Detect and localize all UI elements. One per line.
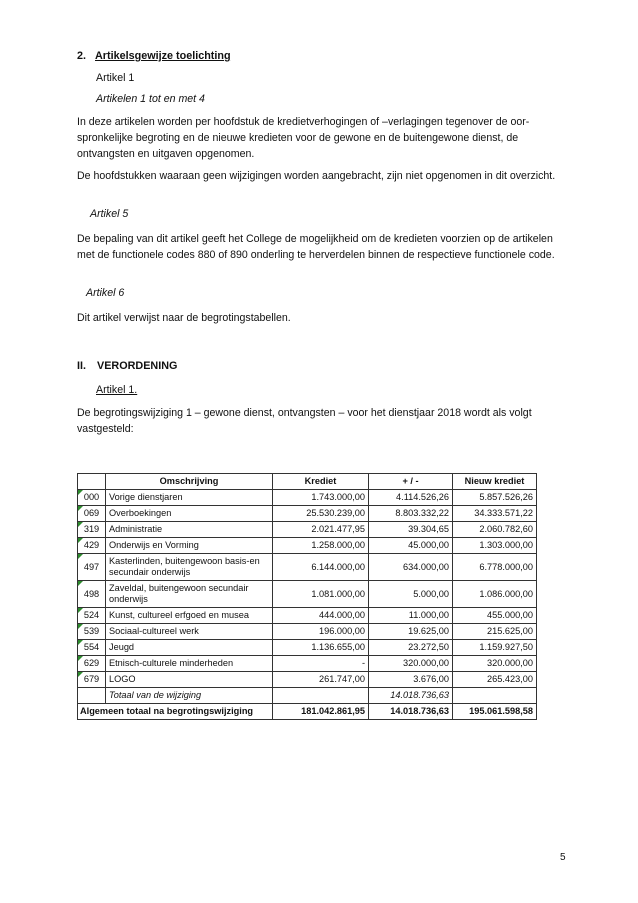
article-5-label: Artikel 5 <box>90 208 129 220</box>
page-number: 5 <box>560 852 566 863</box>
row-desc: Vorige dienstjaren <box>106 490 273 506</box>
subtotal-row <box>78 688 537 704</box>
row-code: 069 <box>78 506 106 522</box>
header-krediet: Krediet <box>273 474 369 490</box>
row-desc: LOGO <box>106 672 273 688</box>
row-delta: 320.000,00 <box>369 656 453 672</box>
row-delta: 19.625,00 <box>369 624 453 640</box>
subtotal-code <box>78 688 106 704</box>
row-desc: Overboekingen <box>106 506 273 522</box>
row-delta: 11.000,00 <box>369 608 453 624</box>
section-title: Artikelsgewijze toelichting <box>95 50 231 62</box>
row-code: 497 <box>78 554 106 581</box>
row-code: 429 <box>78 538 106 554</box>
table-row <box>78 672 537 688</box>
table-row <box>78 640 537 656</box>
row-delta: 5.000,00 <box>369 581 453 608</box>
row-krediet: 25.530.239,00 <box>273 506 369 522</box>
table-row <box>78 490 537 506</box>
row-code: 000 <box>78 490 106 506</box>
total-row <box>78 704 537 720</box>
article-1-label: Artikel 1 <box>96 72 135 84</box>
row-desc: Kasterlinden, buitengewoon basis-en secundair onderwijs <box>106 554 273 581</box>
header-nieuw-krediet: Nieuw krediet <box>453 474 537 490</box>
row-desc: Jeugd <box>106 640 273 656</box>
section-heading <box>77 50 231 62</box>
table-row <box>78 506 537 522</box>
header-code <box>78 474 106 490</box>
row-krediet: 6.144.000,00 <box>273 554 369 581</box>
row-nieuw: 265.423,00 <box>453 672 537 688</box>
row-delta: 23.272,50 <box>369 640 453 656</box>
subtotal-nieuw <box>453 688 537 704</box>
row-delta: 45.000,00 <box>369 538 453 554</box>
row-code: 524 <box>78 608 106 624</box>
table-row <box>78 656 537 672</box>
row-desc: Onderwijs en Vorming <box>106 538 273 554</box>
paragraph-article-6: Dit artikel verwijst naar de begrotingstabellen. <box>77 312 291 324</box>
total-krediet: 181.042.861,95 <box>273 704 369 720</box>
row-krediet: 1.258.000,00 <box>273 538 369 554</box>
table-row <box>78 522 537 538</box>
header-omschrijving: Omschrijving <box>106 474 273 490</box>
paragraph-article-5: De bepaling van dit artikel geeft het College de mogelijkheid om de kredieten voorzien op de artikelen met de functionele codes 880 of 890 onderling te herverdelen binnen de respectieve functionele code. <box>77 233 555 261</box>
subtotal-krediet <box>273 688 369 704</box>
section-title: VERORDENING <box>97 360 178 372</box>
row-nieuw: 34.333.571,22 <box>453 506 537 522</box>
row-code: 629 <box>78 656 106 672</box>
article-6-label: Artikel 6 <box>86 287 125 299</box>
row-code: 539 <box>78 624 106 640</box>
row-nieuw: 320.000,00 <box>453 656 537 672</box>
row-delta: 634.000,00 <box>369 554 453 581</box>
total-label: Algemeen totaal na begrotingswijziging <box>78 704 273 720</box>
row-nieuw: 5.857.526,26 <box>453 490 537 506</box>
row-nieuw: 455.000,00 <box>453 608 537 624</box>
subtotal-label: Totaal van de wijziging <box>106 688 273 704</box>
row-delta: 8.803.332,22 <box>369 506 453 522</box>
row-nieuw: 215.625,00 <box>453 624 537 640</box>
row-desc: Sociaal-cultureel werk <box>106 624 273 640</box>
row-nieuw: 1.303.000,00 <box>453 538 537 554</box>
row-krediet: 444.000,00 <box>273 608 369 624</box>
row-nieuw: 2.060.782,60 <box>453 522 537 538</box>
section-number: 2. <box>77 50 87 62</box>
articles-1-4-label: Artikelen 1 tot en met 4 <box>96 93 205 105</box>
row-delta: 39.304,65 <box>369 522 453 538</box>
row-desc: Administratie <box>106 522 273 538</box>
budget-table <box>77 473 537 720</box>
section-number: II. <box>77 360 86 372</box>
row-krediet: 1.136.655,00 <box>273 640 369 656</box>
paragraph-articles-1-4: In deze artikelen worden per hoofdstuk de kredietverhogingen of –verlagingen tegenover de oor-spronkelijke begroting en de nieuwe kredieten voor de gewone en de buitengewone dienst, de ontvangsten en uitgaven opgenomen. <box>77 116 530 160</box>
table-row <box>78 624 537 640</box>
row-nieuw: 1.159.927,50 <box>453 640 537 656</box>
row-krediet: 2.021.477,95 <box>273 522 369 538</box>
row-code: 554 <box>78 640 106 656</box>
row-code: 319 <box>78 522 106 538</box>
row-desc: Zaveldal, buitengewoon secundair onderwijs <box>106 581 273 608</box>
row-krediet: 261.747,00 <box>273 672 369 688</box>
row-nieuw: 6.778.000,00 <box>453 554 537 581</box>
table-row <box>78 608 537 624</box>
row-desc: Etnisch-culturele minderheden <box>106 656 273 672</box>
row-krediet: 196.000,00 <box>273 624 369 640</box>
table-header-row <box>78 474 537 490</box>
paragraph-chapters: De hoofdstukken waaraan geen wijzigingen worden aangebracht, zijn niet opgenomen in dit overzicht. <box>77 170 556 182</box>
subtotal-value: 14.018.736,63 <box>369 688 453 704</box>
section-heading-verordening <box>77 360 177 372</box>
total-nieuw: 195.061.598,58 <box>453 704 537 720</box>
row-delta: 3.676,00 <box>369 672 453 688</box>
header-delta: + / - <box>369 474 453 490</box>
row-code: 679 <box>78 672 106 688</box>
verordening-article-1-label: Artikel 1. <box>96 384 138 396</box>
paragraph-verordening: De begrotingswijziging 1 – gewone dienst, ontvangsten – voor het dienstjaar 2018 wordt als volgt vastgesteld: <box>77 407 532 435</box>
row-krediet: - <box>273 656 369 672</box>
row-delta: 4.114.526,26 <box>369 490 453 506</box>
row-krediet: 1.081.000,00 <box>273 581 369 608</box>
row-code: 498 <box>78 581 106 608</box>
row-krediet: 1.743.000,00 <box>273 490 369 506</box>
row-desc: Kunst, cultureel erfgoed en musea <box>106 608 273 624</box>
table-row <box>78 581 537 608</box>
total-delta: 14.018.736,63 <box>369 704 453 720</box>
table-row <box>78 554 537 581</box>
table-row <box>78 538 537 554</box>
row-nieuw: 1.086.000,00 <box>453 581 537 608</box>
